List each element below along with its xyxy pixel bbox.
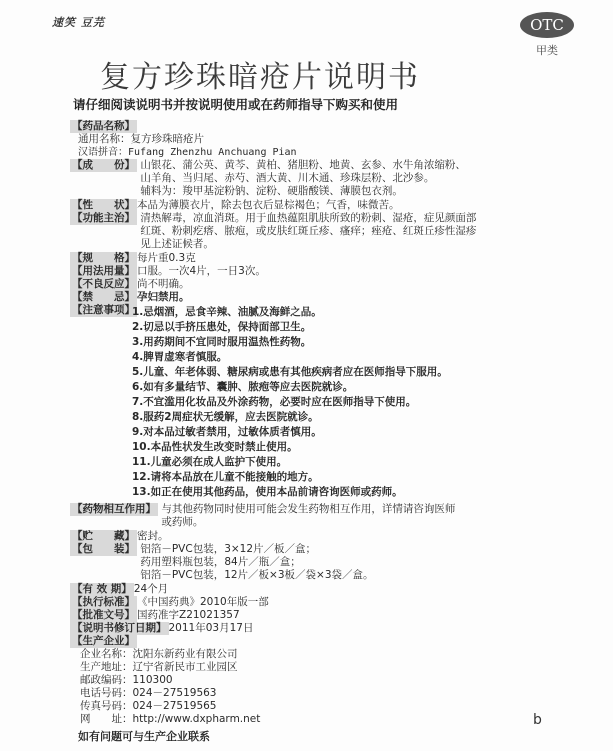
spec-section — [70, 252, 196, 265]
company-fax: 传真号码：024－27519565 — [80, 700, 217, 712]
notes-label: 【注意事项】 — [72, 304, 135, 316]
adverse-text: 尚不明确。 — [137, 278, 190, 290]
adverse-label: 【不良反应】 — [72, 278, 135, 290]
note-item: 6.如有多量结节、囊肿、脓疱等应去医院就诊。 — [132, 381, 354, 393]
adverse-section — [70, 278, 190, 291]
company-postcode: 邮政编码：110300 — [80, 674, 173, 686]
drug-name-label: 【药品名称】 — [72, 120, 135, 132]
storage-text: 密封。 — [137, 530, 169, 542]
note-item: 12.请将本品放在儿童不能接触的地方。 — [132, 471, 319, 483]
validity-label: 【有 效 期】 — [72, 583, 132, 595]
otc-badge: OTC — [520, 12, 574, 38]
brand-logo: 速笑 豆芫 — [52, 16, 105, 29]
approval-text: 国药准字Z21021357 — [137, 609, 240, 621]
interaction-text: 与其他药物同时使用可能会发生药物相互作用，详情请咨询医师 或药师。 — [161, 503, 456, 528]
package-section — [70, 543, 374, 582]
company-label: 【生产企业】 — [72, 635, 135, 647]
contra-label: 【禁 忌】 — [72, 291, 135, 303]
contra-text: 孕妇禁用。 — [137, 291, 190, 303]
function-text: 清热解毒，凉血消斑。用于血热蕴阻肌肤所致的粉刺、湿疮，症见颜面部 红斑、粉刺疙瘩、脓疱，或皮肤红斑丘疹、瘙痒；痤疮、红斑丘疹性湿疹 见上述证候者。 — [140, 212, 477, 250]
contact-footer: 如有问题可与生产企业联系 — [78, 730, 210, 743]
package-text: 铝箔－PVC包装，3×12片／板／盒； 药用塑料瓶包装，84片／瓶／盒； 铝箔－PVC包装，12片／板×3板／袋×3袋／盒。 — [140, 543, 374, 581]
company-website: 网 址：http://www.dxpharm.net — [80, 713, 261, 725]
spec-label: 【规 格】 — [72, 252, 135, 264]
standard-label: 【执行标准】 — [72, 596, 135, 608]
company-section — [70, 635, 137, 648]
spec-text: 每片重0.3克 — [137, 252, 196, 264]
pinyin-name: 汉语拼音：Fufang Zhenzhu Anchuang Pian — [78, 147, 297, 158]
approval-section — [70, 609, 240, 622]
ingredients-label: 【成 份】 — [72, 159, 135, 171]
note-item: 4.脾胃虚寒者慎服。 — [132, 351, 228, 363]
validity-section — [70, 583, 168, 596]
company-name: 企业名称：沈阳东新药业有限公司 — [80, 648, 238, 660]
revision-text: 2011年03月17日 — [168, 622, 254, 634]
note-item: 9.对本品过敏者禁用，过敏体质者慎用。 — [132, 426, 322, 438]
note-item: 7.不宜滥用化妆品及外涂药物，必要时应在医师指导下使用。 — [132, 396, 417, 408]
note-item: 10.本品性状发生改变时禁止使用。 — [132, 441, 298, 453]
note-item: 13.如正在使用其他药品，使用本品前请咨询医师或药师。 — [132, 486, 403, 498]
property-label: 【性 状】 — [72, 199, 135, 211]
storage-section — [70, 530, 169, 543]
usage-text: 口服。一次4片，一日3次。 — [137, 265, 266, 277]
company-phone: 电话号码：024－27519563 — [80, 687, 217, 699]
ingredients-text: 山银花、蒲公英、黄芩、黄柏、猪胆粉、地黄、玄参、水牛角浓缩粉、 山羊角、当归尾、赤芍、酒大黄、川木通、珍珠层粉、北沙参。 辅料为：羧甲基淀粉钠、淀粉、硬脂酸镁、薄膜包衣剂。 — [140, 159, 466, 197]
usage-section — [70, 265, 266, 278]
storage-label: 【贮 藏】 — [72, 530, 135, 542]
revision-label: 【说明书修订日期】 — [72, 622, 167, 634]
notes-section — [70, 304, 137, 317]
note-item: 3.用药期间不宜同时服用温热性药物。 — [132, 336, 312, 348]
common-name: 通用名称：复方珍珠暗疮片 — [78, 133, 204, 145]
property-section — [70, 199, 400, 212]
function-label: 【功能主治】 — [72, 212, 135, 224]
interaction-label: 【药物相互作用】 — [72, 503, 156, 515]
function-section — [70, 212, 476, 251]
revision-section — [70, 622, 253, 635]
note-item: 2.切忌以手挤压患处，保持面部卫生。 — [132, 321, 312, 333]
corner-mark: b — [533, 712, 542, 728]
validity-text: 24个月 — [133, 583, 169, 595]
otc-category: 甲类 — [536, 44, 558, 57]
note-item: 5.儿童、年老体弱、糖尿病或患有其他疾病者应在医师指导下服用。 — [132, 366, 448, 378]
contra-section — [70, 291, 190, 304]
note-item: 1.忌烟酒，忌食辛辣、油腻及海鲜之品。 — [132, 306, 322, 318]
approval-label: 【批准文号】 — [72, 609, 135, 621]
document-title: 复方珍珠暗疮片说明书 — [100, 60, 420, 95]
standard-text: 《中国药典》2010年版一部 — [137, 596, 269, 608]
note-item: 8.服药2周症状无缓解，应去医院就诊。 — [132, 411, 319, 423]
usage-label: 【用法用量】 — [72, 265, 135, 277]
interaction-section — [70, 503, 455, 529]
drug-name-section — [70, 120, 137, 133]
note-item: 11.儿童必须在成人监护下使用。 — [132, 456, 288, 468]
ingredients-section — [70, 159, 466, 198]
document-subtitle: 请仔细阅读说明书并按说明使用或在药师指导下购买和使用 — [73, 97, 399, 112]
company-address: 生产地址：辽宁省新民市工业园区 — [80, 661, 238, 673]
property-text: 本品为薄膜衣片，除去包衣后显棕褐色；气香，味微苦。 — [137, 199, 400, 211]
package-label: 【包 装】 — [72, 543, 135, 555]
standard-section — [70, 596, 269, 609]
